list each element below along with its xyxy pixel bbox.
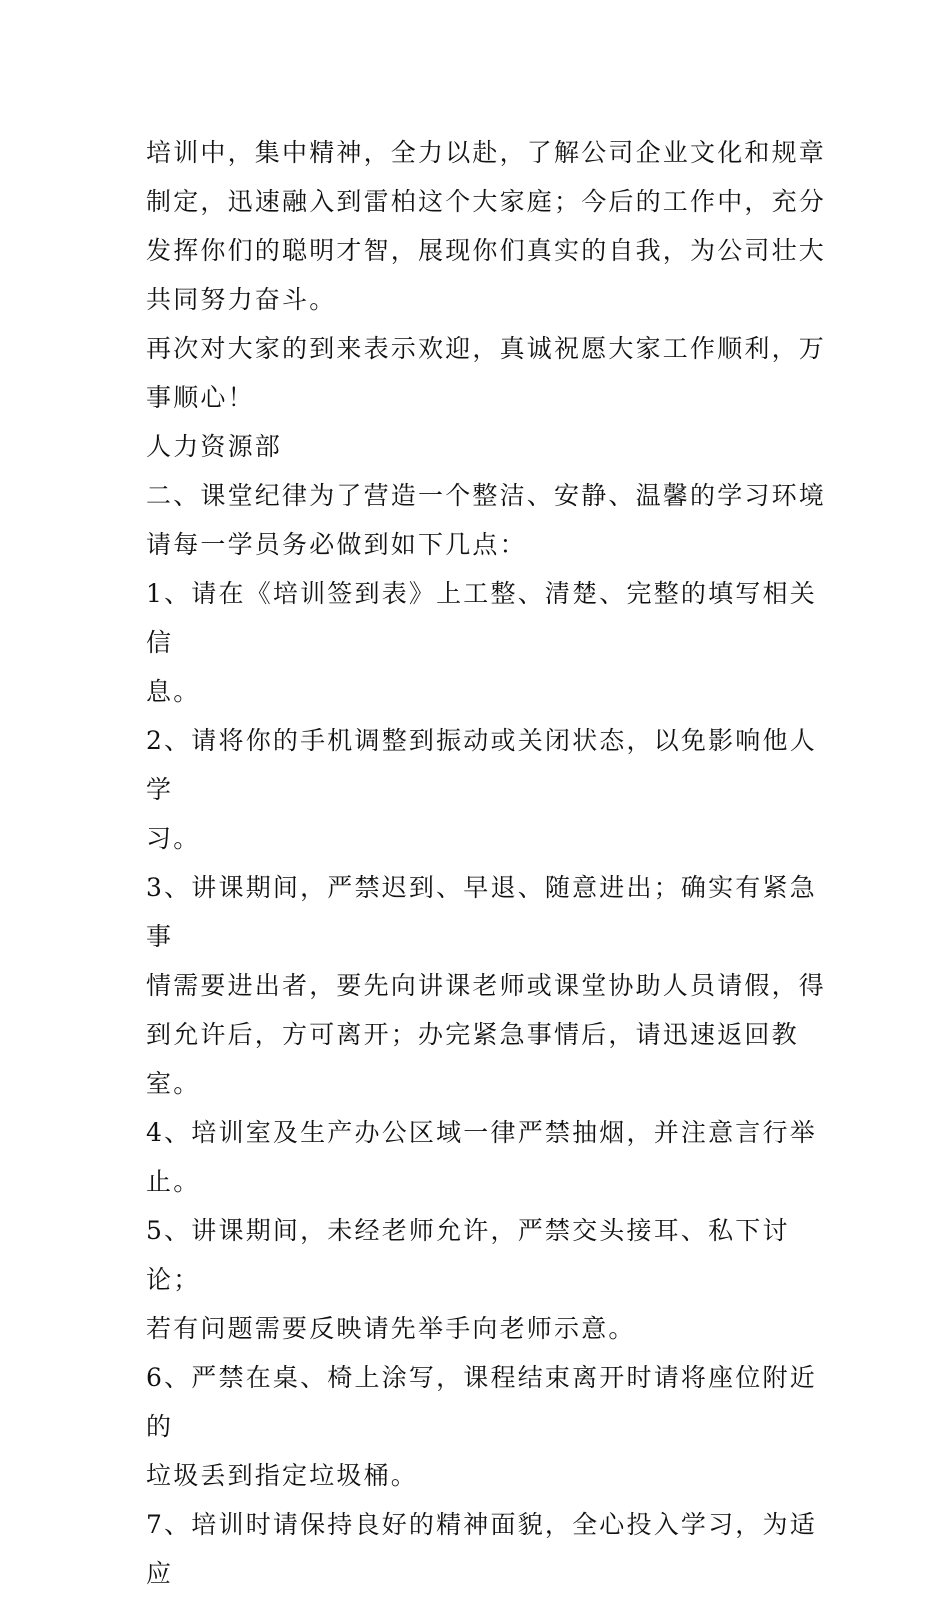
paragraph — [146, 863, 826, 1108]
text-line: 息。 — [146, 677, 201, 706]
paragraph — [146, 471, 826, 569]
text-line: 3、讲课期间，严禁迟到、早退、随意进出；确实有紧急事 — [146, 873, 817, 951]
text-line: 习。 — [146, 824, 201, 853]
document-body — [146, 128, 826, 1598]
paragraph — [146, 324, 826, 422]
text-line: 请每一学员务必做到如下几点： — [146, 530, 527, 559]
paragraph — [146, 1500, 826, 1598]
text-line: 6、严禁在桌、椅上涂写，课程结束离开时请将座位附近的 — [146, 1363, 817, 1441]
text-line: 二、课堂纪律为了营造一个整洁、安静、温馨的学习环境 — [146, 481, 827, 510]
text-line: 再次对大家的到来表示欢迎，真诚祝愿大家工作顺利，万 — [146, 334, 827, 363]
text-line: 制定，迅速融入到雷柏这个大家庭；今后的工作中，充分 — [146, 187, 827, 216]
paragraph — [146, 716, 826, 863]
paragraph — [146, 128, 826, 324]
text-line: 培训中，集中精神，全力以赴，了解公司企业文化和规章 — [146, 138, 827, 167]
text-line: 共同努力奋斗。 — [146, 285, 337, 314]
text-line: 垃圾丢到指定垃圾桶。 — [146, 1461, 419, 1490]
paragraph — [146, 569, 826, 716]
text-line: 1、请在《培训签到表》上工整、清楚、完整的填写相关信 — [146, 579, 817, 657]
paragraph — [146, 422, 826, 471]
text-line: 7、培训时请保持良好的精神面貌，全心投入学习，为适应 — [146, 1510, 817, 1588]
text-line: 到允许后，方可离开；办完紧急事情后，请迅速返回教室。 — [146, 1020, 799, 1098]
text-line: 4、培训室及生产办公区域一律严禁抽烟，并注意言行举止。 — [146, 1118, 817, 1196]
text-line: 发挥你们的聪明才智，展现你们真实的自我，为公司壮大 — [146, 236, 827, 265]
paragraph — [146, 1353, 826, 1500]
text-line: 人力资源部 — [146, 432, 283, 461]
paragraph — [146, 1108, 826, 1206]
text-line: 情需要进出者，要先向讲课老师或课堂协助人员请假，得 — [146, 971, 827, 1000]
text-line: 2、请将你的手机调整到振动或关闭状态，以免影响他人学 — [146, 726, 817, 804]
text-line: 若有问题需要反映请先举手向老师示意。 — [146, 1314, 636, 1343]
paragraph — [146, 1206, 826, 1353]
text-line: 5、讲课期间，未经老师允许，严禁交头接耳、私下讨论； — [146, 1216, 790, 1294]
text-line: 事顺心！ — [146, 383, 255, 412]
